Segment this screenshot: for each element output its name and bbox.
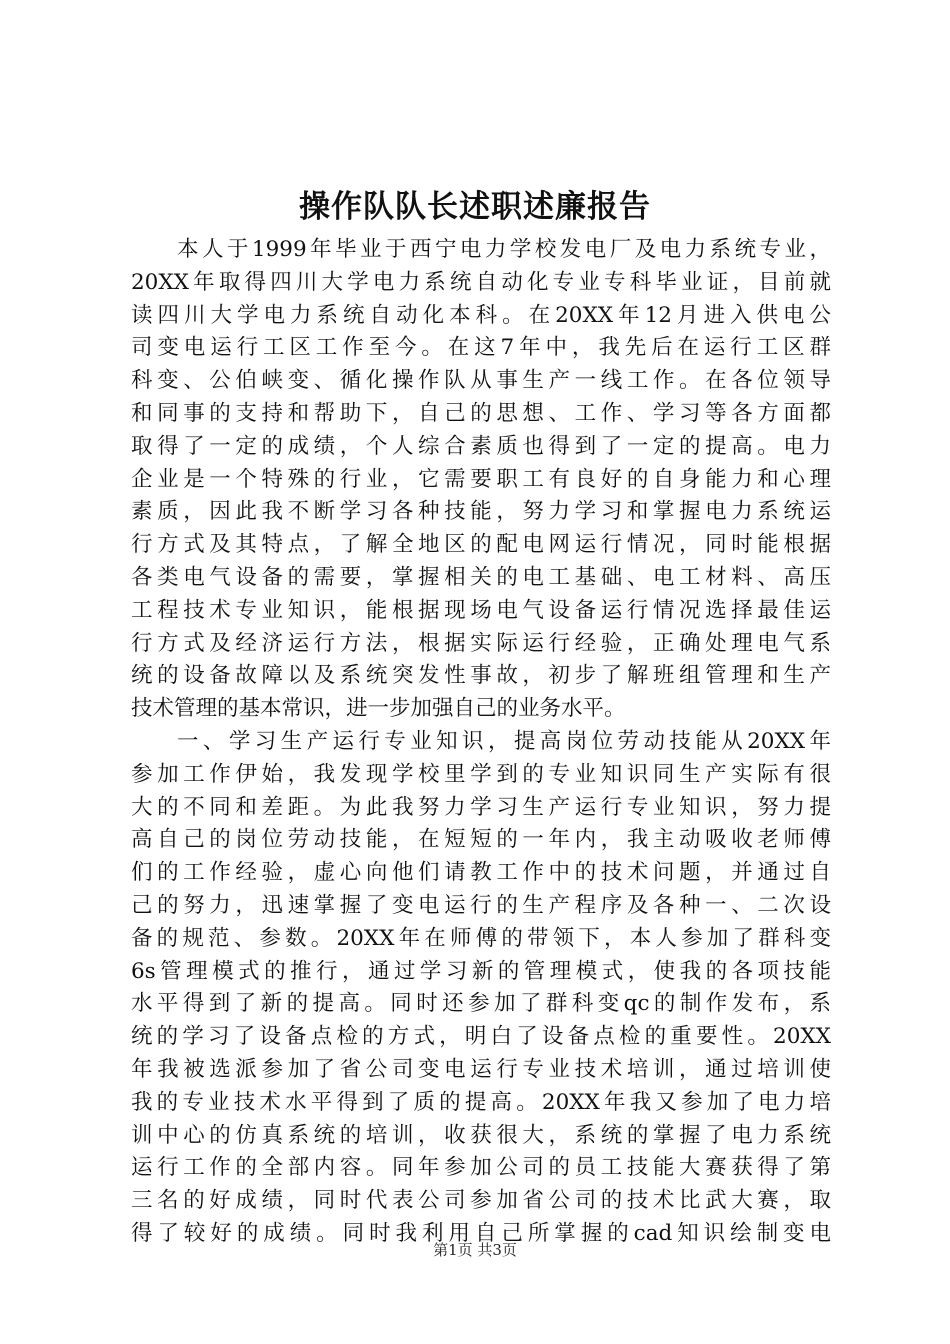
text-line: 运行工作的全部内容。同年参加公司的员工技能大赛获得了第 [131, 1155, 831, 1181]
text-line: 统的设备故障以及系统突发性事故，初步了解班组管理和生产 [131, 663, 831, 689]
text-line: 素质，因此我不断学习各种技能，努力学习和掌握电力系统运 [131, 499, 831, 525]
text-line: 三名的好成绩，同时代表公司参加省公司的技术比武大赛，取 [131, 1188, 831, 1214]
page-footer [0, 1238, 950, 1262]
text-line: 我的专业技术水平得到了质的提高。20XX年我又参加了电力培 [131, 1089, 831, 1115]
text-line: 们的工作经验，虚心向他们请教工作中的技术问题，并通过自 [131, 860, 831, 886]
text-line: 大的不同和差距。为此我努力学习生产运行专业知识，努力提 [131, 794, 831, 820]
text-line: 己的努力，迅速掌握了变电运行的生产程序及各种一、二次设 [131, 892, 831, 918]
text-line: 统的学习了设备点检的方式，明白了设备点检的重要性。20XX [131, 1024, 831, 1050]
text-line: 年我被选派参加了省公司变电运行专业技术培训，通过培训使 [131, 1056, 831, 1082]
text-line: 一、学习生产运行专业知识，提高岗位劳动技能从20XX年 [177, 728, 831, 754]
text-line: 行方式及经济运行方法，根据实际运行经验，正确处理电气系 [131, 630, 831, 656]
text-line: 20XX年取得四川大学电力系统自动化专业专科毕业证，目前就 [131, 269, 831, 295]
text-line: 行方式及其特点，了解全地区的配电网运行情况，同时能根据 [131, 532, 831, 558]
text-line: 读四川大学电力系统自动化本科。在20XX年12月进入供电公 [131, 302, 831, 328]
text-line: 企业是一个特殊的行业，它需要职工有良好的自身能力和心理 [131, 466, 831, 492]
text-line: 技术管理的基本常识，进一步加强自己的业务水平。 [131, 696, 626, 722]
text-line: 参加工作伊始，我发现学校里学到的专业知识同生产实际有很 [131, 761, 831, 787]
text-line: 6s管理模式的推行，通过学习新的管理模式，使我的各项技能 [131, 958, 831, 984]
text-line: 各类电气设备的需要，掌握相关的电工基础、电工材料、高压 [131, 564, 831, 590]
page-number: 第1页 共3页 [433, 1241, 517, 1259]
text-line: 司变电运行工区工作至今。在这7年中，我先后在运行工区群 [131, 335, 831, 361]
text-line: 训中心的仿真系统的培训，收获很大，系统的掌握了电力系统 [131, 1122, 831, 1148]
text-line: 本人于1999年毕业于西宁电力学校发电厂及电力系统专业， [177, 237, 831, 262]
text-line: 高自己的岗位劳动技能，在短短的一年内，我主动吸收老师傅 [131, 827, 831, 853]
text-line: 水平得到了新的提高。同时还参加了群科变qc的制作发布，系 [131, 991, 831, 1017]
document-body [131, 234, 831, 1251]
text-line: 取得了一定的成绩，个人综合素质也得到了一定的提高。电力 [131, 433, 831, 459]
text-line: 和同事的支持和帮助下，自己的思想、工作、学习等各方面都 [131, 400, 831, 426]
text-line: 工程技术专业知识，能根据现场电气设备运行情况选择最佳运 [131, 597, 831, 623]
text-line: 备的规范、参数。20XX年在师傅的带领下，本人参加了群科变 [131, 925, 831, 951]
text-line: 科变、公伯峡变、循化操作队从事生产一线工作。在各位领导 [131, 368, 831, 394]
document-title: 操作队队长述职述廉报告 [299, 189, 651, 225]
text-line: 得了较好的成绩。同时我利用自己所掌握的cad知识绘制变电 [131, 1220, 831, 1246]
